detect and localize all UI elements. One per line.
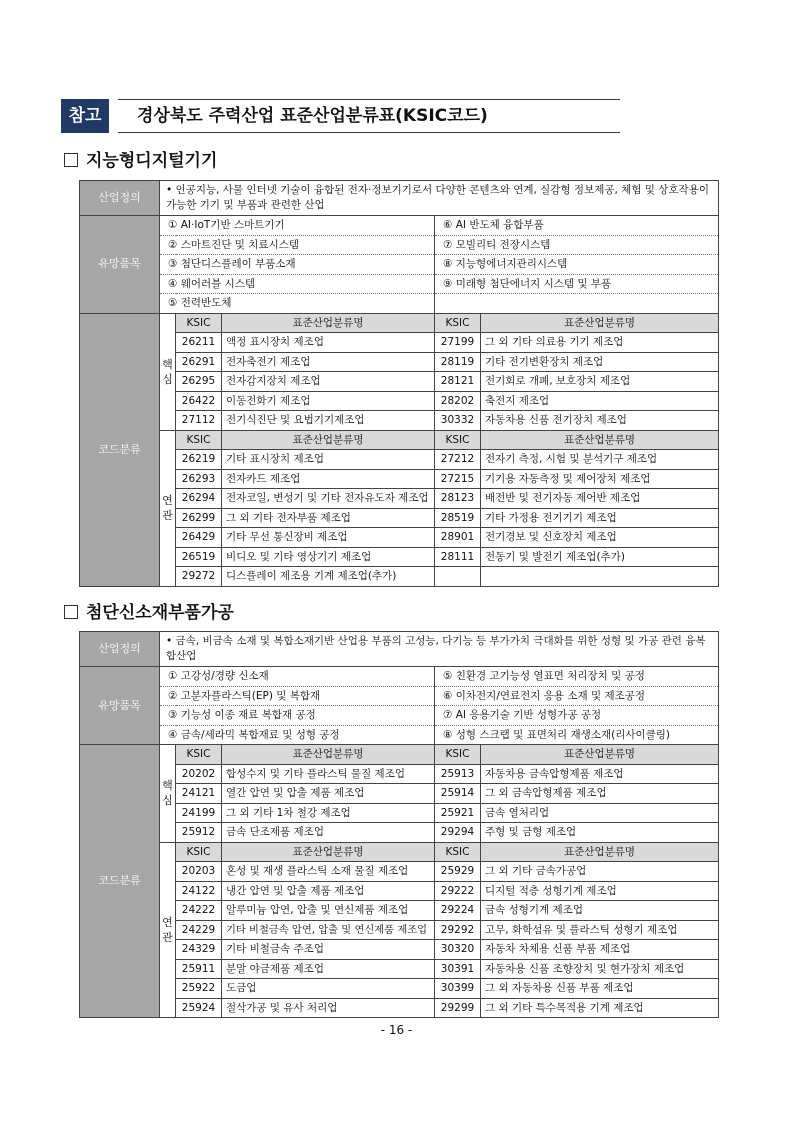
industry-name: 그 외 기타 특수목적용 기계 제조업 [481,998,719,1018]
code-row [80,528,719,548]
code-row [80,333,719,353]
code-row [80,547,719,567]
group-label-text: 연관 [162,915,173,944]
name-header: 표준산업분류명 [222,313,435,333]
ksic-code [435,567,481,587]
ksic-code: 26293 [176,469,222,489]
ksic-code: 28123 [435,489,481,509]
ksic-code: 29272 [176,567,222,587]
industry-name: 전자감지장치 제조업 [222,372,435,392]
ksic-code: 28519 [435,508,481,528]
industry-name: 배전반 및 전기자동 제어반 제조업 [481,489,719,509]
code-row [80,469,719,489]
code-row [80,803,719,823]
industry-name: 그 외 기타 전자부품 제조업 [222,508,435,528]
ksic-code: 29222 [435,881,481,901]
ksic-code: 25924 [176,998,222,1018]
ksic-code: 30332 [435,411,481,431]
ksic-code: 28202 [435,391,481,411]
ksic-code: 24229 [176,920,222,940]
page-header [61,99,620,133]
header-rule-bottom [118,132,620,133]
section1-table [79,180,719,587]
ksic-code: 29294 [435,823,481,843]
section1-title [64,150,217,172]
ksic-header: KSIC [435,745,481,765]
product-item: ③ 첨단디스플레이 부품소재 [160,255,435,275]
checkbox-square-icon [64,605,78,619]
code-row [80,940,719,960]
industry-name: 기타 비철금속 압연, 압출 및 연신제품 제조업 [222,920,435,940]
name-header: 표준산업분류명 [481,430,719,450]
product-row [80,686,719,706]
ksic-code: 25929 [435,862,481,882]
product-item: ① 고강성/경량 신소재 [160,667,435,687]
code-row [80,784,719,804]
industry-name: 기타 가정용 전기기기 제조업 [481,508,719,528]
industry-name: 기타 전기변환장치 제조업 [481,352,719,372]
ksic-code: 28119 [435,352,481,372]
industry-name: 비디오 및 기타 영상기기 제조업 [222,547,435,567]
group-label-related [160,842,176,1018]
group-label-text: 연관 [162,494,173,522]
industry-name: 전동기 및 발전기 제조업(추가) [481,547,719,567]
definition-label: 산업정의 [80,181,160,216]
industry-name: 액정 표시장치 제조업 [222,333,435,353]
product-item: ④ 금속/세라믹 복합재료 및 성형 공정 [160,725,435,745]
industry-name: 냉간 압연 및 압출 제품 제조업 [222,881,435,901]
industry-name: 전자카드 제조업 [222,469,435,489]
ksic-code: 28111 [435,547,481,567]
ksic-code: 25914 [435,784,481,804]
industry-name: 전자코일, 변성기 및 기타 전자유도자 제조업 [222,489,435,509]
code-row [80,920,719,940]
page-title: 경상북도 주력산업 표준산업분류표(KSIC코드) [137,106,488,126]
group-label-text: 핵심 [162,357,173,386]
definition-label: 산업정의 [80,632,160,667]
ksic-code: 27212 [435,450,481,470]
product-row [80,294,719,314]
product-item: ⑧ 성형 스크랩 및 표면처리 재생소재(리사이클링) [435,725,719,745]
section1-title-text: 지능형디지털기기 [86,151,218,171]
ksic-header: KSIC [176,430,222,450]
ksic-header: KSIC [176,842,222,862]
industry-name: 고무, 화학섬유 및 플라스틱 성형기 제조업 [481,920,719,940]
group-label-related [160,430,176,586]
industry-name [481,567,719,587]
industry-name: 자동차용 금속압형제품 제조업 [481,764,719,784]
product-item: ⑧ 지능형에너지관리시스템 [435,255,719,275]
industry-name: 전기식진단 및 요법기기제조업 [222,411,435,431]
ksic-code: 26211 [176,333,222,353]
ksic-code: 20203 [176,862,222,882]
ksic-code: 25912 [176,823,222,843]
industry-name: 디스플레이 제조용 기계 제조업(추가) [222,567,435,587]
ksic-code: 28901 [435,528,481,548]
industry-name: 자동차용 신품 전기장치 제조업 [481,411,719,431]
product-item: ⑤ 친환경 고기능성 열표면 처리장치 및 공정 [435,667,719,687]
ksic-code: 30399 [435,979,481,999]
group-label-core [160,745,176,843]
industry-name: 이동전화기 제조업 [222,391,435,411]
products-label: 유망품목 [80,216,160,314]
ksic-code: 26429 [176,528,222,548]
code-row [80,567,719,587]
industry-name: 금속 단조제품 제조업 [222,823,435,843]
name-header: 표준산업분류명 [222,745,435,765]
industry-name: 그 외 금속압형제품 제조업 [481,784,719,804]
products-label: 유망품목 [80,667,160,745]
definition-text: • 인공지능, 사물 인터넷 기술이 융합된 전자·정보기기로서 다양한 콘텐츠와 연계, 실감형 정보제공, 체험 및 상호작용이 가능한 기기 및 부품과 관련한 산업 [160,181,719,216]
ksic-code: 27199 [435,333,481,353]
ksic-code: 25913 [435,764,481,784]
name-header: 표준산업분류명 [222,842,435,862]
industry-name: 금속 열처리업 [481,803,719,823]
ksic-code: 26422 [176,391,222,411]
definition-row [80,632,719,667]
industry-name: 절삭가공 및 유사 처리업 [222,998,435,1018]
product-row [80,725,719,745]
ksic-header: KSIC [435,842,481,862]
industry-name: 그 외 기타 금속가공업 [481,862,719,882]
section2-title-text: 첨단신소재부품가공 [86,603,234,623]
code-header-row [80,313,719,333]
checkbox-square-icon [64,153,78,167]
ksic-code: 26294 [176,489,222,509]
code-header-row [80,430,719,450]
ksic-code: 25922 [176,979,222,999]
industry-name: 전자축전기 제조업 [222,352,435,372]
ksic-header: KSIC [176,745,222,765]
product-row [80,706,719,726]
ksic-code: 25921 [435,803,481,823]
product-item: ⑦ AI 응용기술 기반 성형가공 공정 [435,706,719,726]
code-row [80,391,719,411]
product-item: ② 고분자플라스틱(EP) 및 복합재 [160,686,435,706]
ksic-header: KSIC [176,313,222,333]
header-tag: 참고 [61,99,109,133]
ksic-code: 29292 [435,920,481,940]
code-row [80,901,719,921]
product-row [80,667,719,687]
product-item: ③ 기능성 이종 재료 복합재 공정 [160,706,435,726]
ksic-code: 24199 [176,803,222,823]
product-item: ④ 웨어러블 시스템 [160,274,435,294]
code-label: 코드분류 [80,313,160,586]
code-row [80,959,719,979]
ksic-header: KSIC [435,313,481,333]
ksic-code: 27215 [435,469,481,489]
ksic-code: 24222 [176,901,222,921]
product-row [80,235,719,255]
name-header: 표준산업분류명 [222,430,435,450]
industry-name: 기타 비철금속 주조업 [222,940,435,960]
ksic-code: 26291 [176,352,222,372]
definition-row [80,181,719,216]
ksic-code: 27112 [176,411,222,431]
code-header-row [80,842,719,862]
industry-name: 분말 야금제품 제조업 [222,959,435,979]
code-row [80,508,719,528]
code-row [80,764,719,784]
code-row [80,372,719,392]
definition-text: • 금속, 비금속 소재 및 복합소재기반 산업용 부품의 고성능, 다기능 등 부가가치 극대화를 위한 성형 및 가공 관련 융복합산업 [160,632,719,667]
industry-name: 알루미늄 압연, 압출 및 연신제품 제조업 [222,901,435,921]
industry-name: 도금업 [222,979,435,999]
ksic-code: 25911 [176,959,222,979]
industry-name: 기기용 자동측정 및 제어장치 제조업 [481,469,719,489]
section2-title [64,602,234,624]
code-row [80,881,719,901]
industry-name: 기타 무선 통신장비 제조업 [222,528,435,548]
group-label-text: 핵심 [162,779,173,808]
code-row [80,979,719,999]
code-row [80,352,719,372]
name-header: 표준산업분류명 [481,745,719,765]
code-header-row [80,745,719,765]
code-row [80,862,719,882]
product-item: ⑥ AI 반도체 융합부품 [435,216,719,236]
ksic-code: 30391 [435,959,481,979]
ksic-code: 20202 [176,764,222,784]
ksic-code: 29224 [435,901,481,921]
ksic-code: 28121 [435,372,481,392]
section2-table [79,631,719,1018]
industry-name: 혼성 및 재생 플라스틱 소재 물질 제조업 [222,862,435,882]
industry-name: 그 외 기타 의료용 기기 제조업 [481,333,719,353]
ksic-code: 30320 [435,940,481,960]
industry-name: 디지털 적층 성형기계 제조업 [481,881,719,901]
page-number: - 16 - [380,1023,413,1037]
group-label-core [160,313,176,430]
code-row [80,411,719,431]
industry-name: 합성수지 및 기타 플라스틱 물질 제조업 [222,764,435,784]
code-label: 코드분류 [80,745,160,1018]
code-row [80,823,719,843]
product-item: ⑨ 미래형 첨단에너지 시스템 및 부품 [435,274,719,294]
product-item: ⑥ 이차전지/연료전지 응용 소재 및 제조공정 [435,686,719,706]
code-row [80,489,719,509]
industry-name: 그 외 자동차용 신품 부품 제조업 [481,979,719,999]
ksic-code: 24122 [176,881,222,901]
product-item: ① AI·IoT기반 스마트기기 [160,216,435,236]
industry-name: 전자기 측정, 시험 및 분석기구 제조업 [481,450,719,470]
ksic-code: 26295 [176,372,222,392]
code-row [80,450,719,470]
product-row [80,274,719,294]
product-item: ⑤ 전력반도체 [160,294,435,314]
ksic-code: 29299 [435,998,481,1018]
industry-name: 자동차용 신품 조향장치 및 현가장치 제조업 [481,959,719,979]
name-header: 표준산업분류명 [481,842,719,862]
industry-name: 기타 표시장치 제조업 [222,450,435,470]
ksic-code: 24329 [176,940,222,960]
product-row [80,255,719,275]
ksic-code: 26519 [176,547,222,567]
product-item: ② 스마트진단 및 치료시스템 [160,235,435,255]
name-header: 표준산업분류명 [481,313,719,333]
product-row [80,216,719,236]
product-item [435,294,719,314]
ksic-code: 24121 [176,784,222,804]
industry-name: 주형 및 금형 제조업 [481,823,719,843]
ksic-code: 26219 [176,450,222,470]
ksic-header: KSIC [435,430,481,450]
industry-name: 그 외 기타 1차 철강 제조업 [222,803,435,823]
ksic-code: 26299 [176,508,222,528]
industry-name: 자동차 차체용 신품 부품 제조업 [481,940,719,960]
industry-name: 열간 압연 및 압출 제품 제조업 [222,784,435,804]
product-item: ⑦ 모빌리티 전장시스템 [435,235,719,255]
industry-name: 금속 성형기계 제조업 [481,901,719,921]
code-row [80,998,719,1018]
industry-name: 전기경보 및 신호장치 제조업 [481,528,719,548]
industry-name: 축전지 제조업 [481,391,719,411]
industry-name: 전기회로 개폐, 보호장치 제조업 [481,372,719,392]
